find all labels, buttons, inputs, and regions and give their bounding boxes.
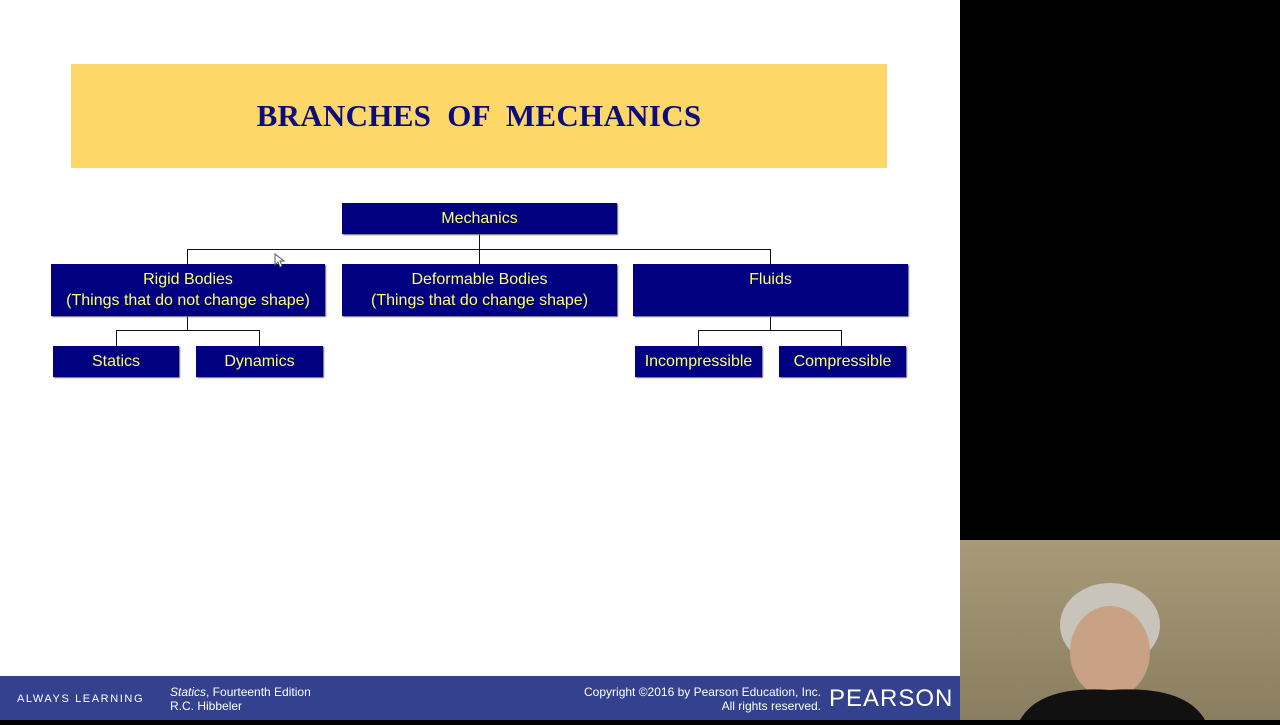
node-label: Compressible [793,353,892,370]
connector [187,316,188,330]
node-statics [53,346,179,377]
copyright: Copyright ©2016 by Pearson Education, Inc. [584,685,821,699]
node-label: Mechanics [441,210,518,227]
node-rigid-bodies [51,264,325,316]
node-sublabel: (Things that do not change shape) [66,292,310,309]
connector [770,249,771,264]
connector [698,330,699,346]
connector [116,330,117,346]
connector [259,330,260,346]
node-label: Rigid Bodies [143,271,233,288]
node-incompressible [635,346,762,377]
connector [116,330,260,331]
webcam-feed [960,540,1280,720]
connector [841,330,842,346]
node-label: Dynamics [224,353,295,370]
connector [187,249,771,250]
node-label: Deformable Bodies [411,271,548,288]
node-sublabel: (Things that do change shape) [370,292,589,309]
connector [698,330,842,331]
footer-tagline: ALWAYS LEARNING [17,693,145,705]
mouse-cursor-icon [274,253,286,269]
node-deformable-bodies [342,264,617,316]
connector [187,249,188,264]
slide-title: BRANCHES OF MECHANICS [256,98,702,133]
node-compressible [779,346,906,377]
book-title: Statics [170,685,207,699]
book-author: R.C. Hibbeler [170,699,243,713]
presenter-video [960,540,1280,720]
node-mechanics [342,203,617,234]
rights: All rights reserved. [721,699,821,713]
book-edition: , Fourteenth Edition [206,685,311,699]
pearson-logo: PEARSON [829,685,954,712]
node-fluids [633,264,908,316]
title-banner [71,64,887,168]
slide-footer [0,676,960,720]
node-label: Fluids [749,271,792,288]
node-dynamics [196,346,323,377]
node-label: Incompressible [644,353,753,370]
connector [770,316,771,330]
node-label: Statics [91,353,140,370]
